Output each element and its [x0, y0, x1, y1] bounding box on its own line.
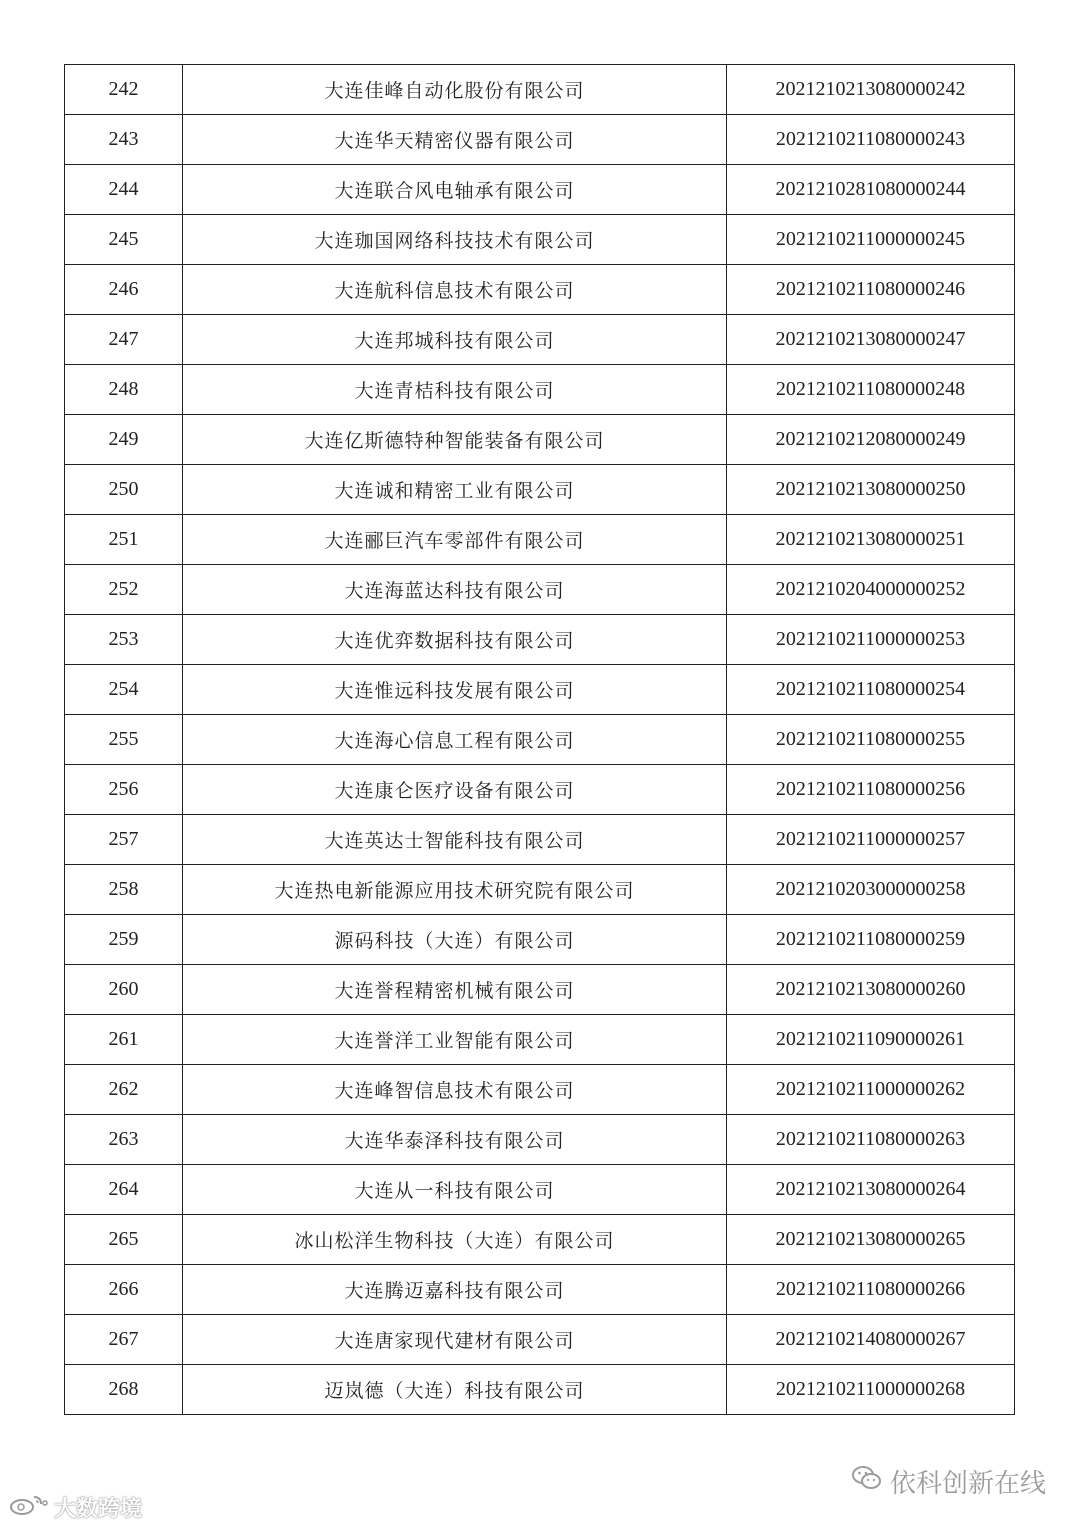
company-name: 大连惟远科技发展有限公司	[183, 665, 727, 715]
row-number: 259	[65, 915, 183, 965]
row-number: 268	[65, 1365, 183, 1415]
registration-code: 2021210204000000252	[727, 565, 1015, 615]
row-number: 252	[65, 565, 183, 615]
registration-code: 2021210213080000247	[727, 315, 1015, 365]
registration-code: 2021210211080000243	[727, 115, 1015, 165]
row-number: 246	[65, 265, 183, 315]
company-list-table	[64, 64, 1015, 1415]
table-row	[65, 515, 1015, 565]
row-number: 267	[65, 1315, 183, 1365]
table-row	[65, 1215, 1015, 1265]
table-row	[65, 465, 1015, 515]
table-row	[65, 865, 1015, 915]
row-number: 258	[65, 865, 183, 915]
table-row	[65, 1115, 1015, 1165]
registration-code: 2021210211080000259	[727, 915, 1015, 965]
company-name: 大连从一科技有限公司	[183, 1165, 727, 1215]
row-number: 262	[65, 1065, 183, 1115]
row-number: 247	[65, 315, 183, 365]
weibo-icon	[8, 1493, 48, 1523]
table-row	[65, 365, 1015, 415]
row-number: 244	[65, 165, 183, 215]
company-name: 大连海蓝达科技有限公司	[183, 565, 727, 615]
company-name: 大连峰智信息技术有限公司	[183, 1065, 727, 1115]
row-number: 250	[65, 465, 183, 515]
row-number: 266	[65, 1265, 183, 1315]
company-list-table-wrapper	[64, 64, 1015, 1415]
table-body	[65, 65, 1015, 1415]
row-number: 264	[65, 1165, 183, 1215]
registration-code: 2021210203000000258	[727, 865, 1015, 915]
wechat-watermark	[852, 1463, 1046, 1500]
table-row	[65, 415, 1015, 465]
table-row	[65, 115, 1015, 165]
row-number: 260	[65, 965, 183, 1015]
company-name: 大连腾迈嘉科技有限公司	[183, 1265, 727, 1315]
table-row	[65, 215, 1015, 265]
row-number: 256	[65, 765, 183, 815]
company-name: 大连郦巨汽车零部件有限公司	[183, 515, 727, 565]
registration-code: 2021210211000000257	[727, 815, 1015, 865]
company-name: 大连英达士智能科技有限公司	[183, 815, 727, 865]
registration-code: 2021210213080000264	[727, 1165, 1015, 1215]
company-name: 大连青桔科技有限公司	[183, 365, 727, 415]
row-number: 261	[65, 1015, 183, 1065]
registration-code: 2021210211000000245	[727, 215, 1015, 265]
registration-code: 2021210211080000248	[727, 365, 1015, 415]
table-row	[65, 1015, 1015, 1065]
row-number: 242	[65, 65, 183, 115]
company-name: 大连华天精密仪器有限公司	[183, 115, 727, 165]
company-name: 冰山松洋生物科技（大连）有限公司	[183, 1215, 727, 1265]
company-name: 大连海心信息工程有限公司	[183, 715, 727, 765]
weibo-watermark	[8, 1492, 142, 1523]
registration-code: 2021210211080000256	[727, 765, 1015, 815]
table-row	[65, 565, 1015, 615]
registration-code: 2021210211000000268	[727, 1365, 1015, 1415]
company-name: 大连华泰泽科技有限公司	[183, 1115, 727, 1165]
company-name: 大连誉程精密机械有限公司	[183, 965, 727, 1015]
table-row	[65, 615, 1015, 665]
row-number: 254	[65, 665, 183, 715]
registration-code: 2021210213080000260	[727, 965, 1015, 1015]
wechat-icon	[852, 1465, 882, 1498]
registration-code: 2021210213080000265	[727, 1215, 1015, 1265]
row-number: 245	[65, 215, 183, 265]
company-name: 大连邦城科技有限公司	[183, 315, 727, 365]
company-name: 大连亿斯德特种智能装备有限公司	[183, 415, 727, 465]
table-row	[65, 715, 1015, 765]
registration-code: 2021210211000000253	[727, 615, 1015, 665]
row-number: 257	[65, 815, 183, 865]
registration-code: 2021210213080000242	[727, 65, 1015, 115]
table-row	[65, 1265, 1015, 1315]
company-name: 大连誉洋工业智能有限公司	[183, 1015, 727, 1065]
registration-code: 2021210211080000263	[727, 1115, 1015, 1165]
table-row	[65, 665, 1015, 715]
registration-code: 2021210211080000266	[727, 1265, 1015, 1315]
company-name: 大连诚和精密工业有限公司	[183, 465, 727, 515]
table-row	[65, 65, 1015, 115]
company-name: 源码科技（大连）有限公司	[183, 915, 727, 965]
registration-code: 2021210211080000254	[727, 665, 1015, 715]
row-number: 263	[65, 1115, 183, 1165]
table-row	[65, 965, 1015, 1015]
registration-code: 2021210211000000262	[727, 1065, 1015, 1115]
row-number: 255	[65, 715, 183, 765]
company-name: 大连唐家现代建材有限公司	[183, 1315, 727, 1365]
table-row	[65, 315, 1015, 365]
row-number: 265	[65, 1215, 183, 1265]
table-row	[65, 1315, 1015, 1365]
registration-code: 2021210211080000246	[727, 265, 1015, 315]
registration-code: 2021210214080000267	[727, 1315, 1015, 1365]
registration-code: 2021210211080000255	[727, 715, 1015, 765]
company-name: 大连珈国网络科技技术有限公司	[183, 215, 727, 265]
registration-code: 2021210212080000249	[727, 415, 1015, 465]
weibo-watermark-text: 大数跨境	[54, 1497, 143, 1522]
table-row	[65, 265, 1015, 315]
table-row	[65, 1165, 1015, 1215]
company-name: 大连联合风电轴承有限公司	[183, 165, 727, 215]
table-row	[65, 915, 1015, 965]
table-row	[65, 1365, 1015, 1415]
company-name: 大连航科信息技术有限公司	[183, 265, 727, 315]
table-row	[65, 815, 1015, 865]
table-row	[65, 765, 1015, 815]
company-name: 迈岚德（大连）科技有限公司	[183, 1365, 727, 1415]
company-name: 大连优弈数据科技有限公司	[183, 615, 727, 665]
table-row	[65, 1065, 1015, 1115]
company-name: 大连佳峰自动化股份有限公司	[183, 65, 727, 115]
wechat-watermark-text: 依科创新在线	[889, 1469, 1046, 1499]
registration-code: 2021210211090000261	[727, 1015, 1015, 1065]
company-name: 大连康仑医疗设备有限公司	[183, 765, 727, 815]
row-number: 243	[65, 115, 183, 165]
registration-code: 2021210281080000244	[727, 165, 1015, 215]
table-row	[65, 165, 1015, 215]
row-number: 249	[65, 415, 183, 465]
row-number: 253	[65, 615, 183, 665]
company-name: 大连热电新能源应用技术研究院有限公司	[183, 865, 727, 915]
row-number: 251	[65, 515, 183, 565]
row-number: 248	[65, 365, 183, 415]
registration-code: 2021210213080000251	[727, 515, 1015, 565]
registration-code: 2021210213080000250	[727, 465, 1015, 515]
